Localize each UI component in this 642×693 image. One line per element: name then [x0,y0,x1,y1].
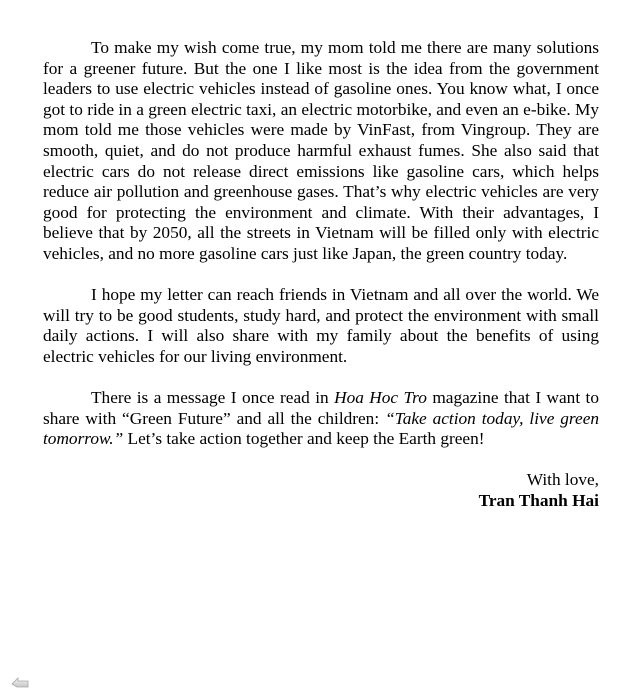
slogan-quote: “Take action today, live green tomorrow.” [43,408,599,449]
signature: Tran Thanh Hai [478,491,599,511]
paragraph-electric-vehicles: To make my wish come true, my mom told me there are many solutions for a greener future. But the one I like most is the idea from the government leaders to use electric vehicles instead of gasoline ones. You know what, I once got to ride in a green electric taxi, an electric motorbike, and even an e-bike. My mom told me those vehicles were made by VinFast, from Vingroup. They are smooth, quiet, and do not produce harmful exhaust fumes. She also said that electric cars do not release direct emissions like gasoline cars, which helps reduce air pollution and greenhouse gases. That’s why electric vehicles are very good for protecting the environment and climate. With their advantages, I believe that by 2050, all the streets in Vietnam will be filled only with electric vehicles, and no more gasoline cars just like Japan, the green country today. [43,38,599,263]
magazine-name: Hoa Hoc Tro [334,388,427,408]
message-text-1: There is a message I once read in [91,388,335,408]
paragraph-hope: I hope my letter can reach friends in Vietnam and all over the world. We will try to be good students, study hard, and protect the environment with small daily actions. I will also share with my family about the benefits of using electric vehicles for our living environment. [43,285,599,366]
paragraph-message [43,388,599,450]
message-text-2: magazine that I want to share with “Green Future” and all the children: [43,388,599,428]
back-arrow-icon[interactable] [11,675,29,687]
closing-line: With love, [526,470,599,490]
message-text-3: Let’s take action together and keep the Earth green! [123,429,485,449]
letter-document [43,38,599,512]
